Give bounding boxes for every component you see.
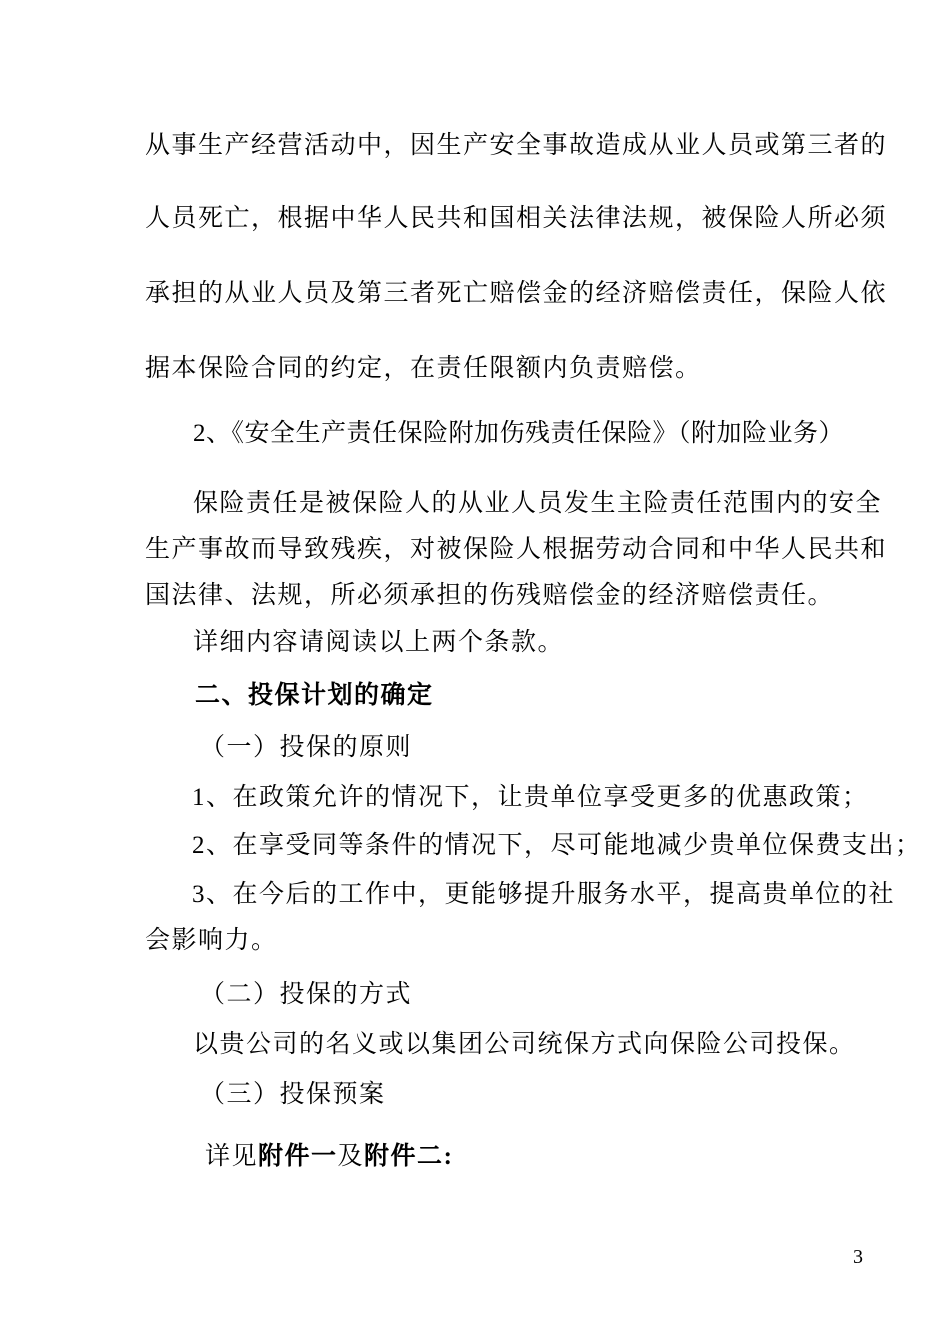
para1-line1: 从事生产经营活动中，因生产安全事故造成从业人员或第三者的 (145, 132, 888, 159)
principle-item2: 2、在享受同等条件的情况下，尽可能地减少贵单位保费支出； (192, 832, 922, 859)
see-prefix: 详见 (205, 1143, 259, 1170)
rider-heading: 2、《安全生产责任保险附加伤残责任保险》（附加险业务） (193, 420, 845, 447)
para1-line3: 承担的从业人员及第三者死亡赔偿金的经济赔偿责任，保险人依 (145, 280, 888, 307)
attachment-one-ref: 附件一 (258, 1143, 338, 1170)
sub2-title: （二）投保的方式 (200, 981, 413, 1008)
principle-item1: 1、在政策允许的情况下，让贵单位享受更多的优惠政策； (192, 784, 869, 811)
principle-item3-line1: 3、在今后的工作中，更能够提升服务水平，提高贵单位的社 (192, 881, 896, 908)
see-attachments-line (205, 1141, 453, 1172)
para1-line2: 人员死亡，根据中华人民共和国相关法律法规，被保险人所必须 (145, 205, 888, 232)
rider-line3: 国法律、法规，所必须承担的伤残赔偿金的经济赔偿责任。 (145, 582, 835, 609)
page-number: 3 (853, 1246, 863, 1268)
para1-line4: 据本保险合同的约定，在责任限额内负责赔偿。 (145, 355, 702, 382)
rider-line2: 生产事故而导致残疾，对被保险人根据劳动合同和中华人民共和 (145, 536, 888, 563)
rider-line1: 保险责任是被保险人的从业人员发生主险责任范围内的安全 (193, 490, 883, 517)
see-conjunction: 及 (337, 1143, 365, 1170)
sub2-body: 以贵公司的名义或以集团公司统保方式向保险公司投保。 (193, 1031, 856, 1058)
principle-item3-line2: 会影响力。 (145, 927, 278, 954)
section2-title: 二、投保计划的确定 (195, 682, 434, 709)
sub1-title: （一）投保的原则 (200, 734, 413, 761)
attachment-two-ref: 附件二 (364, 1143, 444, 1170)
rider-note: 详细内容请阅读以上两个条款。 (193, 629, 565, 656)
sub3-title: （三）投保预案 (200, 1081, 386, 1108)
see-colon: : (443, 1143, 454, 1170)
